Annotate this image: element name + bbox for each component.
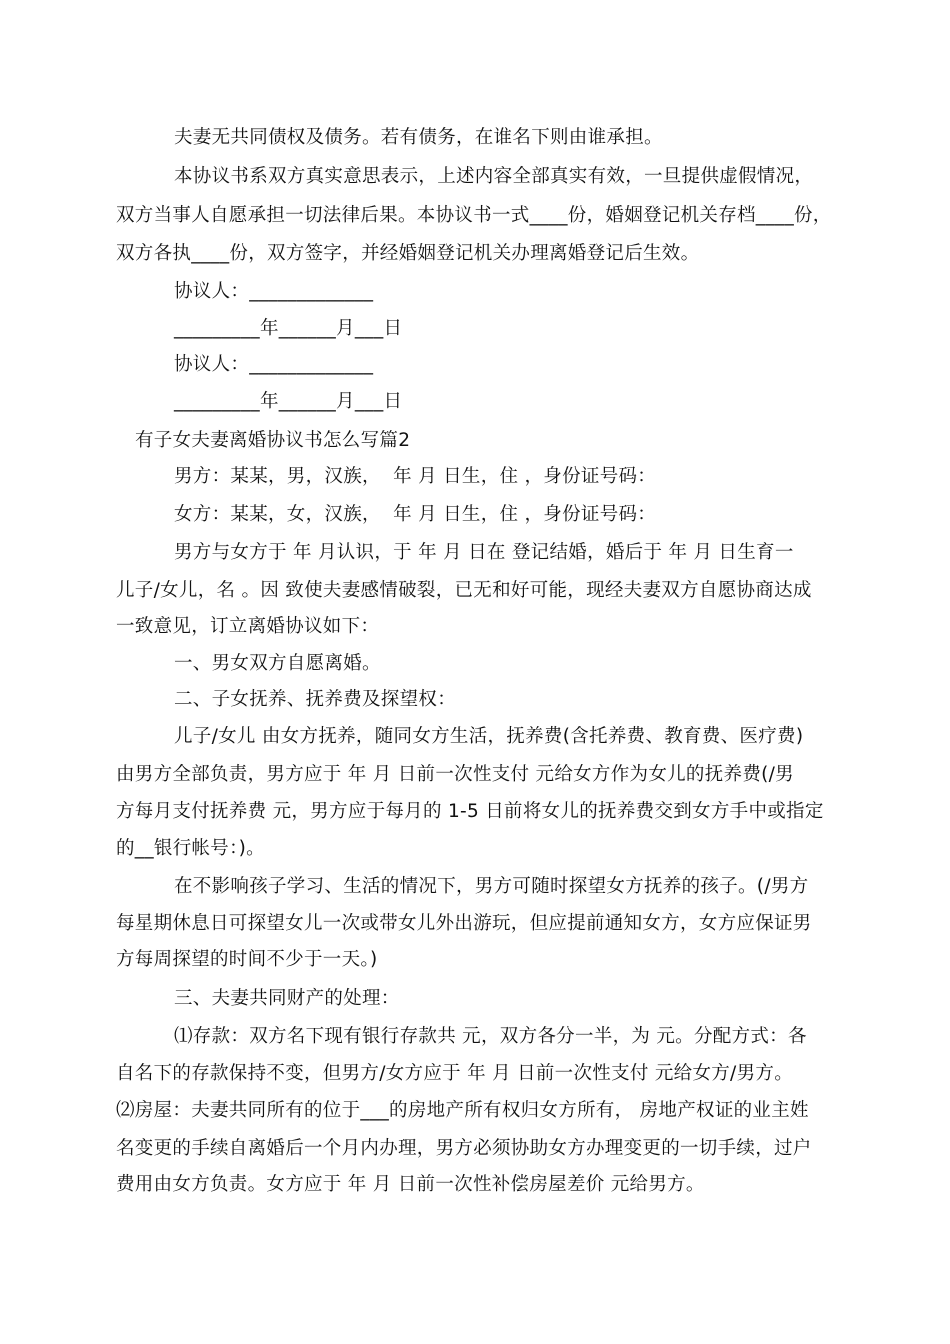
section-heading: 有子女夫妻离婚协议书怎么写篇2 bbox=[135, 430, 411, 451]
text-line: 本协议书系双方真实意思表示，上述内容全部真实有效，一旦提供虚假情况， bbox=[174, 166, 814, 187]
text-line: 男方与女方于 年 月认识，于 年 月 日在 登记结婚，婚后于 年 月 日生育一 bbox=[174, 542, 794, 563]
text-line: 三、夫妻共同财产的处理： bbox=[174, 988, 400, 1009]
text-line: 双方当事人自愿承担一切法律后果。本协议书一式____份，婚姻登记机关存档____份， bbox=[116, 205, 832, 226]
text-line: 由男方全部负责，男方应于 年 月 日前一次性支付 元给女方作为女儿的抚养费(/男 bbox=[116, 764, 794, 785]
signature-line: 协议人：_____________ bbox=[174, 354, 374, 375]
text-line: 名变更的手续自离婚后一个月内办理，男方必须协助女方办理变更的一切手续，过户 bbox=[116, 1138, 812, 1159]
text-line: 夫妻无共同债权及债务。若有债务，在谁名下则由谁承担。 bbox=[174, 127, 663, 148]
text-line: 男方：某某，男，汉族， 年 月 日生，住 ，身份证号码： bbox=[174, 466, 657, 487]
text-line: 双方各执____份，双方签字，并经婚姻登记机关办理离婚登记后生效。 bbox=[116, 243, 700, 264]
text-line: 女方：某某，女，汉族， 年 月 日生，住 ，身份证号码： bbox=[174, 504, 657, 525]
text-line: 方每月支付抚养费 元，男方应于每月的 1-5 日前将女儿的抚养费交到女方手中或指定 bbox=[116, 801, 824, 822]
text-line: 方每周探望的时间不少于一天。) bbox=[116, 949, 378, 970]
text-line: 一致意见，订立离婚协议如下： bbox=[116, 616, 380, 637]
text-line: 儿子/女儿，名 。因 致使夫妻感情破裂，已无和好可能，现经夫妻双方自愿协商达成 bbox=[116, 580, 812, 601]
text-line: 在不影响孩子学习、生活的情况下，男方可随时探望女方抚养的孩子。(/男方 bbox=[174, 876, 809, 897]
text-line: 儿子/女儿 由女方抚养，随同女方生活，抚养费(含托养费、教育费、医疗费) bbox=[174, 726, 804, 747]
signature-line: 协议人：_____________ bbox=[174, 281, 374, 302]
text-line: ⑵房屋：夫妻共同所有的位于___的房地产所有权归女方所有， 房地产权证的业主姓 bbox=[116, 1100, 809, 1121]
text-line: 费用由女方负责。女方应于 年 月 日前一次性补偿房屋差价 元给男方。 bbox=[116, 1174, 705, 1195]
text-line: 二、子女抚养、抚养费及探望权： bbox=[174, 689, 457, 710]
text-line: 一、男女双方自愿离婚。 bbox=[174, 653, 381, 674]
text-line: 每星期休息日可探望女儿一次或带女儿外出游玩，但应提前通知女方，女方应保证男 bbox=[116, 913, 812, 934]
text-line: 的__银行帐号：)。 bbox=[116, 838, 265, 859]
text-line: 自名下的存款保持不变，但男方/女方应于 年 月 日前一次性支付 元给女方/男方。 bbox=[116, 1063, 793, 1084]
date-line: _________年______月___日 bbox=[174, 318, 403, 339]
date-line: _________年______月___日 bbox=[174, 391, 403, 412]
text-line: ⑴存款：双方名下现有银行存款共 元，双方各分一半，为 元。分配方式：各 bbox=[174, 1026, 807, 1047]
